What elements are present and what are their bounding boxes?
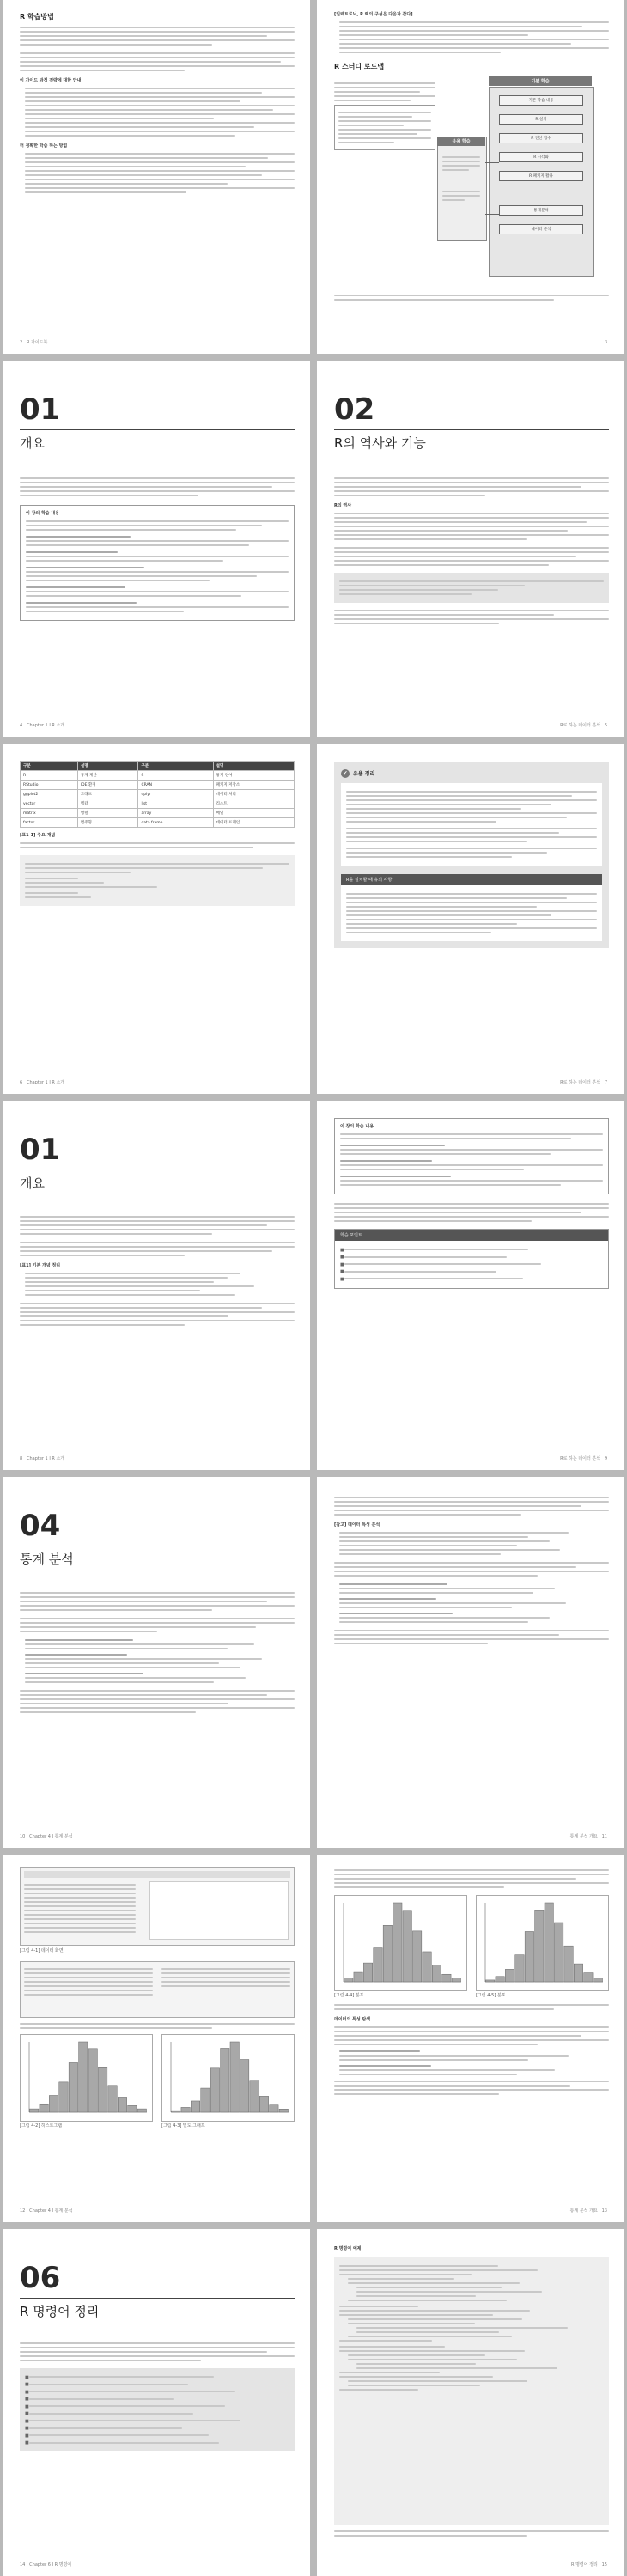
histogram-bar (505, 1969, 514, 1982)
diagram-item: R 연산 함수 (499, 133, 583, 143)
histogram-bar (564, 1946, 573, 1982)
page-number: R 명령어 정리 15 (571, 2562, 607, 2567)
page-number: 통계 분석 개요 11 (569, 1834, 607, 1839)
sub-title: [참고] 데이터 특성 분석 (334, 1522, 380, 1528)
chapter-title: 통계 분석 (20, 1552, 74, 1567)
page-right-r2 (317, 361, 624, 737)
code-block (20, 855, 295, 906)
page-number: 3 (604, 340, 607, 345)
diagram-title: 기본 학습 (489, 76, 592, 86)
page-number: 6 Chapter 1 I R 소개 (20, 1080, 65, 1085)
page-right-r4 (317, 1101, 624, 1470)
sub-title: 이 가이드 과정 전략에 대한 안내 (20, 78, 82, 83)
chapter-title: R의 역사와 기능 (334, 435, 426, 451)
page-left-r6 (3, 1855, 310, 2222)
table-row: R 통계 계산 S 통계 언어 (21, 771, 295, 781)
diagram-side-title: 응용 학습 (437, 137, 485, 146)
diagram-item: 기본 학습 내용 (499, 95, 583, 106)
histogram-bar (452, 1978, 460, 1982)
code-block (334, 2257, 609, 2525)
histogram-bar (270, 2105, 278, 2112)
histogram-bar (535, 1910, 544, 1982)
histogram-bar (69, 2062, 77, 2112)
page-number: 2 R 가이드북 (20, 340, 48, 345)
chapter-title: 개요 (20, 435, 45, 451)
page-right-r1 (317, 0, 624, 354)
histogram-bar (259, 2096, 268, 2112)
roadmap-diagram (437, 76, 609, 289)
page-number: 10 Chapter 4 I 통계 분석 (20, 1834, 73, 1839)
histogram-bar (354, 1972, 362, 1982)
page-right-r6 (317, 1855, 624, 2222)
histogram-bar (344, 1978, 353, 1982)
page-number: 14 Chapter 6 I R 명령어 (20, 2562, 72, 2567)
histogram-bar (40, 2104, 48, 2112)
histogram-bar (412, 1931, 421, 1982)
page-left-r7 (3, 2229, 310, 2576)
page-left-r4 (3, 1101, 310, 1470)
page-right-r5 (317, 1477, 624, 1848)
box-title: 이 장의 학습 내용 (340, 1124, 374, 1129)
diagram-item: R 패키지 활용 (499, 171, 583, 181)
histogram-bar (210, 2068, 219, 2112)
histogram-bar (201, 2088, 210, 2112)
learning-box (20, 505, 295, 621)
histogram-bar (128, 2105, 137, 2112)
box-title: 이 장의 학습 내용 (26, 511, 60, 516)
dark-title: 학습 포인트 (335, 1230, 608, 1241)
histogram-bar (393, 1903, 402, 1982)
histogram-bar (363, 1963, 372, 1982)
diagram-item: 데이터 분석 (499, 224, 583, 234)
chapter-number: 06 (20, 2261, 61, 2295)
histogram-svg (477, 1896, 608, 1990)
table-caption: [표1-1] 주요 개념 (20, 833, 56, 838)
page-number: 4 Chapter 1 I R 소개 (20, 723, 65, 728)
concept-table: 구분 설명 구분 설명 R 통계 계산 S 통계 언어 RStudio IDE 환경 CRAN 패키지 저장소 ggplot2 그래프 dplyr 데이터 처리 vector 벡터 list 리스트 matrix 행렬 array 배열 factor 범주형 data.frame 데이터 프레임 (20, 761, 295, 828)
figure-caption: [그림 4-3] 밀도 그래프 (161, 2123, 205, 2129)
page-number: 통계 분석 개요 13 (569, 2208, 607, 2214)
histogram-bar (594, 1978, 602, 1982)
figure-caption: [그림 4-4] 분포 (334, 1993, 364, 1998)
histogram-bar (525, 1931, 533, 1982)
histogram-bar (374, 1948, 382, 1982)
histogram-svg (21, 2035, 152, 2121)
page-number: R로 하는 데이터 분석 5 (560, 723, 607, 728)
histogram-bar (30, 2109, 39, 2112)
histogram-svg (335, 1896, 466, 1990)
table-row: RStudio IDE 환경 CRAN 패키지 저장소 (21, 781, 295, 790)
histogram-chart (20, 2034, 153, 2122)
histogram-bar (250, 2081, 259, 2112)
histogram-bar (423, 1952, 431, 1982)
table-row: factor 범주형 data.frame 데이터 프레임 (21, 818, 295, 828)
histogram-bar (442, 1974, 451, 1982)
figure-caption: [그림 4-1] 데이터 화면 (20, 1948, 64, 1953)
histogram-bar (554, 1923, 563, 1982)
page-left-r5 (3, 1477, 310, 1848)
histogram-bar (79, 2042, 88, 2112)
section-title: R 학습방법 (20, 13, 54, 21)
page-number: R로 하는 데이터 분석 7 (560, 1080, 607, 1085)
chapter-title: 개요 (20, 1176, 45, 1191)
histogram-svg (162, 2035, 294, 2121)
histogram-bar (383, 1925, 392, 1982)
chapter-number: 02 (334, 392, 375, 427)
histogram-bar (172, 2111, 180, 2112)
histogram-bar (88, 2049, 97, 2112)
page-left-r2 (3, 361, 310, 737)
histogram-bar (49, 2095, 58, 2112)
table-row: vector 벡터 list 리스트 (21, 799, 295, 809)
page-left-r3 (3, 744, 310, 1094)
sub-title: 더 정확한 학습 하는 방법 (20, 143, 68, 149)
histogram-bar (108, 2086, 117, 2112)
page-number: 8 Chapter 1 I R 소개 (20, 1456, 65, 1461)
table-row: ggplot2 그래프 dplyr 데이터 처리 (21, 790, 295, 799)
histogram-bar (515, 1955, 524, 1982)
data-screenshot (20, 1867, 295, 1946)
histogram-bar (486, 1980, 495, 1982)
sub-title: [표1] 기본 개념 정리 (20, 1263, 61, 1268)
histogram-bar (574, 1964, 582, 1982)
learning-box (334, 1118, 609, 1194)
page-right-r3 (317, 744, 624, 1094)
chapter-number: 01 (20, 392, 61, 427)
tip-box (334, 762, 609, 948)
diagram-item: R 시각화 (499, 152, 583, 162)
data-screenshot (20, 1961, 295, 2018)
histogram-bar (432, 1965, 441, 1982)
histogram-bar (496, 1977, 504, 1982)
diagram-item: R 설치 (499, 114, 583, 125)
tip-icon: ✔ (341, 769, 350, 778)
sub-box-title: R을 설치할 때 유의 사항 (341, 874, 602, 885)
histogram-chart (334, 1895, 467, 1991)
chapter-number: 04 (20, 1509, 61, 1543)
page-number: 12 Chapter 4 I 통계 분석 (20, 2208, 73, 2214)
histogram-bar (240, 2060, 248, 2113)
box-title: 유용 정리 (353, 770, 375, 777)
chapter-title: R 명령어 정리 (20, 2304, 100, 2319)
histogram-bar (403, 1911, 411, 1982)
section-title: 데이터의 특성 탐색 (334, 2017, 371, 2022)
histogram-bar (181, 2107, 190, 2112)
histogram-bar (221, 2048, 229, 2112)
page-left-r1 (3, 0, 310, 354)
density-chart (161, 2034, 295, 2122)
chapter-number: 01 (20, 1133, 61, 1167)
command-list (20, 2368, 295, 2451)
intro-text: R 명령어 예제 (334, 2246, 362, 2251)
histogram-bar (137, 2109, 146, 2112)
section-title: R의 역사 (334, 503, 352, 508)
figure-caption: [그림 4-2] 히스토그램 (20, 2123, 63, 2129)
histogram-bar (118, 2097, 126, 2112)
box-title: [일렉트로닉, R 랙의 구성은 다음과 같다] (334, 12, 413, 17)
histogram-chart (476, 1895, 609, 1991)
diagram-item: 통계분석 (499, 205, 583, 216)
table-row: matrix 행렬 array 배열 (21, 809, 295, 818)
section-title: R 스터디 로드맵 (334, 63, 385, 70)
page-number: R로 하는 데이터 분석 9 (560, 1456, 607, 1461)
figure-caption: [그림 4-5] 분포 (476, 1993, 506, 1998)
histogram-bar (230, 2042, 239, 2112)
histogram-bar (98, 2067, 107, 2112)
page-right-r7 (317, 2229, 624, 2576)
histogram-bar (545, 1903, 553, 1982)
histogram-bar (584, 1973, 593, 1982)
histogram-bar (279, 2109, 288, 2112)
histogram-bar (59, 2082, 68, 2112)
histogram-bar (191, 2101, 199, 2112)
